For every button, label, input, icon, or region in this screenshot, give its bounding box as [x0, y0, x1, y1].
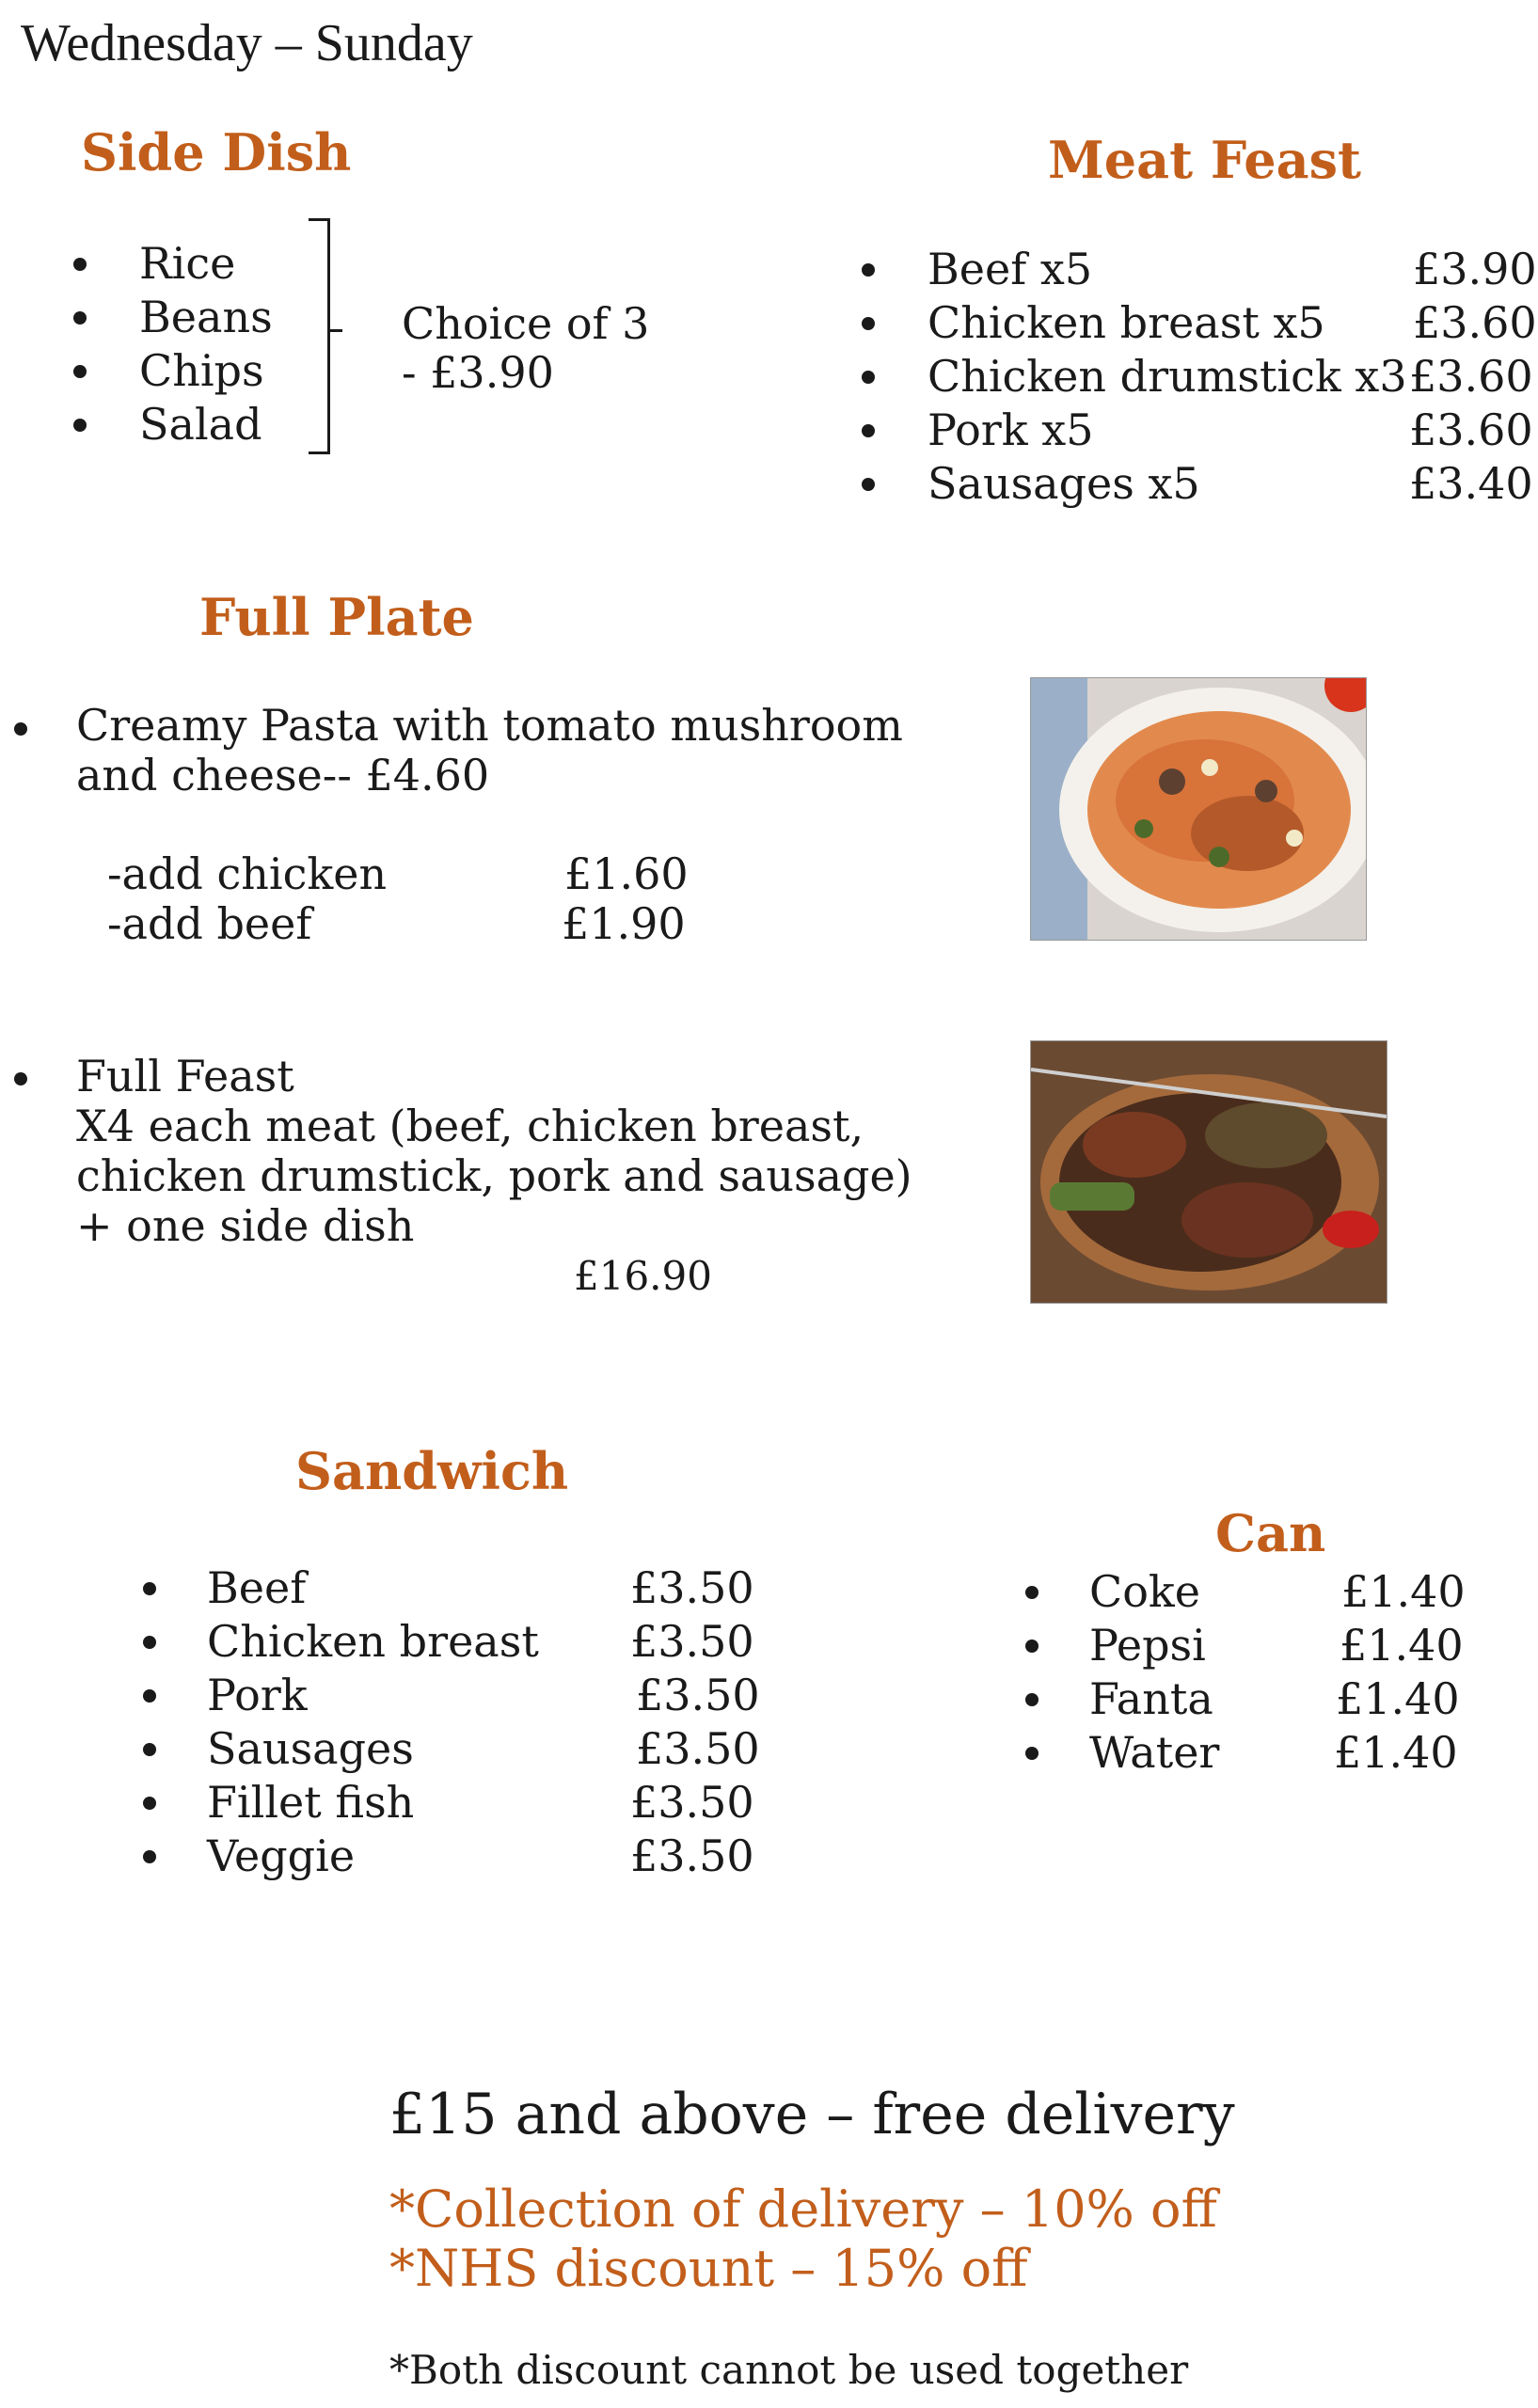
- sandwich-item-price: £3.50: [630, 1562, 754, 1613]
- list-item: [143, 1830, 764, 1883]
- sandwich-item-name: Beef: [207, 1562, 307, 1613]
- can-item-name: Coke: [1089, 1566, 1200, 1617]
- meat-feast-item-name: Sausages x5: [928, 458, 1200, 509]
- bullet-icon: [862, 371, 875, 384]
- sandwich-item-name: Pork: [207, 1670, 308, 1720]
- delivery-offer: £15 and above – free delivery: [389, 2082, 1235, 2147]
- bullet-icon: [143, 1797, 156, 1810]
- meat-feast-title: Meat Feast: [1048, 130, 1361, 190]
- bullet-icon: [862, 317, 875, 330]
- can-item-name: Pepsi: [1089, 1620, 1206, 1671]
- list-item: [862, 243, 1537, 296]
- sandwich-item-price: £3.50: [630, 1777, 754, 1828]
- bullet-icon: [143, 1689, 156, 1703]
- feast-description-1: X4 each meat (beef, chicken breast,: [76, 1101, 864, 1151]
- can-item-name: Fanta: [1089, 1673, 1213, 1724]
- sandwich-item-name: Veggie: [207, 1830, 356, 1881]
- bracket-tip: [327, 329, 342, 332]
- bullet-icon: [143, 1636, 156, 1649]
- side-dish-choice-price: - £3.90: [402, 347, 554, 398]
- list-item: [143, 1561, 764, 1615]
- feast-photo: [1030, 1040, 1387, 1304]
- discount-note: *Both discount cannot be used together: [389, 2347, 1189, 2393]
- sandwich-list: [143, 1561, 764, 1883]
- sandwich-item-price: £3.50: [630, 1830, 754, 1881]
- list-item: [1025, 1565, 1514, 1619]
- meat-feast-item-price: £3.90: [1413, 244, 1537, 294]
- sandwich-title: Sandwich: [295, 1441, 569, 1501]
- list-item: [143, 1669, 764, 1722]
- sandwich-item-price: £3.50: [630, 1616, 754, 1667]
- addon-beef-label: -add beef: [107, 898, 312, 949]
- bullet-icon: [862, 424, 875, 437]
- bullet-icon: [14, 722, 27, 736]
- pasta-price-line: and cheese-- £4.60: [76, 750, 490, 800]
- meat-feast-item-name: Pork x5: [928, 404, 1094, 455]
- list-item: [1025, 1619, 1514, 1672]
- can-item-price: £1.40: [1340, 1620, 1464, 1671]
- sandwich-item-name: Chicken breast: [207, 1616, 539, 1667]
- addon-chicken-label: -add chicken: [107, 848, 388, 899]
- feast-description-2: chicken drumstick, pork and sausage): [76, 1150, 912, 1201]
- meat-feast-list: [862, 243, 1537, 511]
- feast-title: Full Feast: [76, 1051, 294, 1101]
- side-dish-name: Salad: [139, 399, 262, 450]
- bullet-icon: [1025, 1747, 1039, 1760]
- bullet-icon: [143, 1582, 156, 1595]
- list-item: [862, 350, 1533, 404]
- list-item: [862, 457, 1533, 511]
- collection-discount: *Collection of delivery – 10% off: [389, 2179, 1217, 2239]
- list-item: [862, 296, 1537, 350]
- meat-feast-item-name: Chicken drumstick x3: [928, 351, 1407, 402]
- can-item-price: £1.40: [1334, 1727, 1458, 1778]
- bullet-icon: [862, 478, 875, 491]
- bullet-icon: [143, 1850, 156, 1863]
- meat-feast-item-price: £3.60: [1409, 404, 1533, 455]
- side-dish-title: Side Dish: [81, 122, 352, 182]
- list-item: [143, 1722, 764, 1776]
- bullet-icon: [73, 419, 87, 432]
- meat-feast-item-name: Chicken breast x5: [928, 297, 1325, 348]
- sandwich-item-price: £3.50: [636, 1723, 760, 1774]
- list-item: [862, 404, 1533, 457]
- bullet-icon: [73, 311, 87, 325]
- list-item: [1025, 1672, 1514, 1726]
- nhs-discount: *NHS discount – 15% off: [389, 2239, 1028, 2298]
- list-item: [143, 1615, 764, 1669]
- can-list: [1025, 1565, 1514, 1780]
- bullet-icon: [14, 1072, 27, 1085]
- sandwich-item-price: £3.50: [636, 1670, 760, 1720]
- bracket-divider: [309, 218, 330, 454]
- feast-description-3: + one side dish: [76, 1200, 415, 1251]
- can-title: Can: [1215, 1503, 1326, 1563]
- bullet-icon: [862, 263, 875, 277]
- sandwich-item-name: Fillet fish: [207, 1777, 415, 1828]
- pasta-description: Creamy Pasta with tomato mushroom: [76, 700, 903, 751]
- pasta-photo: [1030, 677, 1367, 941]
- list-item: [1025, 1726, 1514, 1780]
- side-dish-name: Rice: [139, 238, 236, 289]
- meat-feast-item-price: £3.60: [1409, 351, 1533, 402]
- meat-feast-item-name: Beef x5: [928, 244, 1093, 294]
- full-plate-title: Full Plate: [199, 587, 474, 647]
- can-item-price: £1.40: [1336, 1673, 1460, 1724]
- side-dish-name: Beans: [139, 292, 273, 342]
- bullet-icon: [1025, 1640, 1039, 1653]
- addon-chicken-price: £1.60: [564, 848, 689, 899]
- bullet-icon: [1025, 1586, 1039, 1599]
- side-dish-choice: Choice of 3: [402, 298, 650, 349]
- bullet-icon: [1025, 1693, 1039, 1706]
- can-item-price: £1.40: [1341, 1566, 1466, 1617]
- can-item-name: Water: [1089, 1727, 1220, 1778]
- addon-beef-price: £1.90: [562, 898, 686, 949]
- feast-price: £16.90: [574, 1253, 712, 1299]
- bullet-icon: [143, 1743, 156, 1756]
- bullet-icon: [73, 365, 87, 378]
- side-dish-name: Chips: [139, 345, 264, 396]
- list-item: [143, 1776, 764, 1830]
- meat-feast-item-price: £3.40: [1409, 458, 1533, 509]
- menu-days-heading: Wednesday – Sunday: [21, 14, 473, 72]
- sandwich-item-name: Sausages: [207, 1723, 414, 1774]
- meat-feast-item-price: £3.60: [1413, 297, 1537, 348]
- bullet-icon: [73, 258, 87, 271]
